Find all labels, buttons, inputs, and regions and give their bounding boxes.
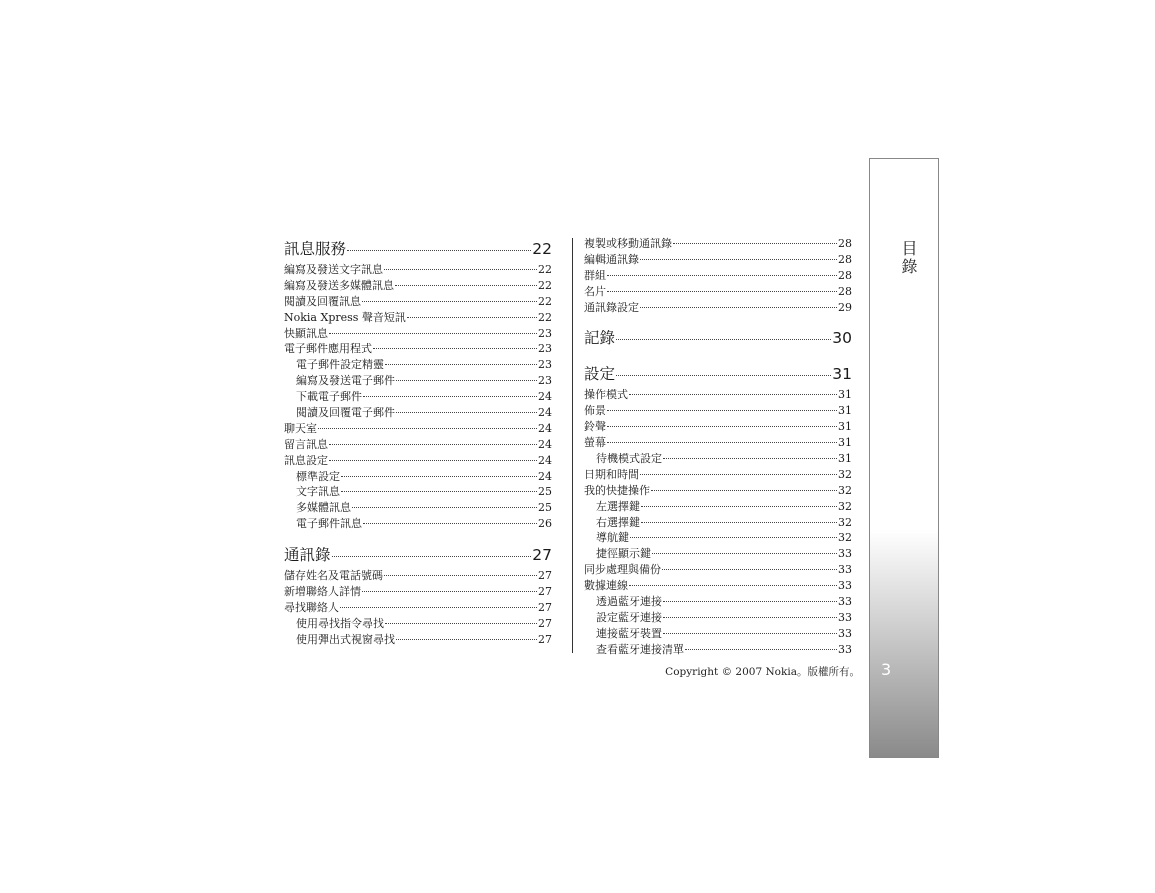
toc-entry[interactable] [584, 546, 852, 562]
toc-entry[interactable] [284, 516, 552, 532]
toc-entry-page: 23 [538, 326, 552, 340]
dot-leader [332, 555, 532, 557]
toc-entry-label: 複製或移動通訊錄 [584, 237, 672, 250]
toc-entry-label: 編寫及發送多媒體訊息 [284, 278, 394, 292]
toc-entry-label: 鈴聲 [584, 420, 606, 434]
dot-leader [673, 242, 837, 244]
toc-entry[interactable] [284, 469, 552, 485]
dot-leader [340, 606, 537, 608]
toc-entry-page: 33 [838, 563, 852, 577]
toc-entry-page: 32 [838, 499, 852, 513]
dot-leader [329, 459, 537, 461]
side-tab-title: 目錄 [899, 240, 918, 276]
toc-entry-page: 31 [838, 388, 852, 402]
dot-leader [640, 306, 837, 308]
toc-entry[interactable] [284, 357, 552, 373]
toc-entry-page: 27 [538, 616, 552, 630]
toc-entry[interactable] [584, 300, 852, 316]
toc-right-column [584, 236, 852, 658]
toc-entry[interactable] [284, 262, 552, 278]
toc-entry-page: 25 [538, 501, 552, 515]
dot-leader [663, 457, 837, 459]
dot-leader [607, 290, 837, 292]
dot-leader [651, 489, 837, 491]
toc-entry-label: 群組 [584, 268, 606, 282]
dot-leader [329, 332, 537, 334]
toc-section[interactable] [584, 361, 852, 387]
toc-entry-page: 33 [838, 642, 852, 656]
toc-entry[interactable] [284, 421, 552, 437]
toc-section[interactable] [584, 325, 852, 351]
toc-entry-label: 編輯通訊錄 [584, 252, 639, 266]
toc-entry-page: 31 [838, 436, 852, 450]
dot-leader [685, 648, 837, 650]
toc-entry[interactable] [284, 616, 552, 632]
toc-entry[interactable] [584, 252, 852, 268]
toc-entry[interactable] [584, 562, 852, 578]
toc-entry[interactable] [284, 326, 552, 342]
toc-entry[interactable] [584, 236, 852, 252]
toc-entry[interactable] [284, 484, 552, 500]
dot-leader [384, 268, 537, 270]
dot-leader [385, 622, 537, 624]
toc-entry-page: 23 [538, 358, 552, 372]
dot-leader [629, 393, 837, 395]
toc-entry[interactable] [284, 373, 552, 389]
toc-entry-label: 同步處理與備份 [584, 563, 661, 577]
toc-entry-label: 新增聯絡人詳情 [284, 585, 361, 599]
toc-entry-label: 螢幕 [584, 436, 606, 450]
dot-leader [662, 568, 837, 570]
toc-entry-page: 27 [532, 546, 552, 565]
toc-entry-page: 24 [538, 453, 552, 467]
dot-leader [607, 441, 837, 443]
toc-entry[interactable] [284, 584, 552, 600]
toc-entry-page: 24 [538, 406, 552, 420]
toc-entry-label: 左選擇鍵 [596, 499, 640, 513]
toc-entry-page: 31 [838, 420, 852, 434]
dot-leader [341, 475, 537, 477]
dot-leader [396, 411, 537, 413]
toc-section[interactable] [284, 542, 552, 568]
toc-entry[interactable] [284, 600, 552, 616]
dot-leader [407, 316, 537, 318]
toc-entry-label: 設定藍牙連接 [596, 610, 662, 624]
toc-entry-label: 右選擇鍵 [596, 515, 640, 529]
toc-entry[interactable] [584, 268, 852, 284]
toc-entry-page: 30 [832, 329, 852, 348]
dot-leader [630, 536, 837, 538]
toc-entry[interactable] [584, 284, 852, 300]
dot-leader [641, 521, 837, 523]
toc-entry-label: 使用彈出式視窗尋找 [296, 632, 395, 646]
toc-entry[interactable] [584, 451, 852, 467]
dot-leader [640, 258, 837, 260]
toc-entry-label: 記錄 [584, 329, 616, 348]
toc-entry[interactable] [584, 594, 852, 610]
dot-leader [616, 338, 831, 340]
copyright-notice: Copyright © 2007 Nokia。版權所有。 [665, 666, 860, 678]
dot-leader [347, 249, 531, 251]
toc-entry-page: 31 [838, 404, 852, 418]
toc-entry[interactable] [584, 578, 852, 594]
dot-leader [363, 395, 537, 397]
toc-entry[interactable] [284, 568, 552, 584]
toc-entry-page: 33 [838, 610, 852, 624]
dot-leader [396, 638, 537, 640]
dot-leader [363, 522, 537, 524]
toc-entry[interactable] [284, 310, 552, 326]
toc-entry[interactable] [284, 500, 552, 516]
toc-entry-label: 訊息設定 [284, 453, 328, 467]
toc-entry-label: 操作模式 [584, 388, 628, 402]
toc-entry-label: 儲存姓名及電話號碼 [284, 569, 383, 583]
toc-entry[interactable] [284, 278, 552, 294]
toc-entry-label: 閱讀及回覆電子郵件 [296, 406, 395, 420]
toc-entry-page: 32 [838, 467, 852, 481]
toc-entry-page: 27 [538, 632, 552, 646]
toc-entry-page: 28 [838, 252, 852, 266]
toc-entry-page: 27 [538, 585, 552, 599]
dot-leader [663, 632, 837, 634]
toc-entry-page: 32 [838, 483, 852, 497]
toc-entry-label: 數據連線 [584, 579, 628, 593]
toc-entry-label: 編寫及發送電子郵件 [296, 374, 395, 388]
dot-leader [641, 505, 837, 507]
toc-entry-page: 24 [538, 421, 552, 435]
toc-entry-page: 22 [538, 294, 552, 308]
toc-entry-page: 28 [838, 284, 852, 298]
dot-leader [652, 552, 837, 554]
toc-entry-page: 25 [538, 485, 552, 499]
toc-entry-label: 電子郵件設定精靈 [296, 358, 384, 372]
toc-entry[interactable] [284, 437, 552, 453]
toc-entry-page: 22 [538, 310, 552, 324]
toc-entry-page: 27 [538, 600, 552, 614]
toc-entry[interactable] [584, 387, 852, 403]
toc-entry[interactable] [584, 626, 852, 642]
toc-entry-label: 名片 [584, 284, 606, 298]
toc-entry-page: 24 [538, 437, 552, 451]
dot-leader [384, 574, 537, 576]
toc-entry-label: 透過藍牙連接 [596, 595, 662, 609]
toc-entry[interactable] [284, 453, 552, 469]
column-divider [572, 238, 573, 653]
toc-left-column [284, 236, 552, 648]
toc-entry-label: Nokia Xpress 聲音短訊 [284, 310, 406, 324]
dot-leader [663, 616, 837, 618]
toc-entry-page: 32 [838, 531, 852, 545]
toc-section[interactable] [284, 236, 552, 262]
dot-leader [373, 347, 537, 349]
toc-entry-page: 33 [838, 547, 852, 561]
toc-entry-page: 28 [838, 237, 852, 250]
toc-entry-page: 24 [538, 390, 552, 404]
dot-leader [318, 427, 537, 429]
toc-entry-label: 捷徑顯示鍵 [596, 547, 651, 561]
toc-entry-page: 23 [538, 374, 552, 388]
dot-leader [607, 425, 837, 427]
toc-entry-label: 留言訊息 [284, 437, 328, 451]
toc-entry-page: 26 [538, 517, 552, 531]
toc-entry[interactable] [584, 530, 852, 546]
toc-entry-label: 編寫及發送文字訊息 [284, 263, 383, 276]
toc-entry-page: 22 [538, 278, 552, 292]
toc-entry-label: 閱讀及回覆訊息 [284, 294, 361, 308]
toc-entry-label: 訊息服務 [284, 240, 347, 258]
dot-leader [629, 584, 837, 586]
dot-leader [341, 490, 537, 492]
dot-leader [616, 374, 831, 376]
toc-entry-page: 22 [532, 240, 552, 258]
dot-leader [607, 409, 837, 411]
toc-entry-label: 設定 [584, 365, 616, 384]
toc-entry-page: 29 [838, 300, 852, 314]
toc-entry-label: 導航鍵 [596, 531, 629, 545]
toc-entry-label: 我的快捷操作 [584, 483, 650, 497]
toc-entry-label: 快顯訊息 [284, 326, 328, 340]
toc-entry-label: 電子郵件訊息 [296, 517, 362, 531]
toc-entry-label: 電子郵件應用程式 [284, 342, 372, 356]
toc-entry-page: 28 [838, 268, 852, 282]
toc-entry[interactable] [284, 341, 552, 357]
dot-leader [352, 506, 537, 508]
toc-entry[interactable] [584, 610, 852, 626]
toc-entry-label: 文字訊息 [296, 485, 340, 499]
dot-leader [362, 590, 537, 592]
toc-entry-page: 33 [838, 626, 852, 640]
toc-entry-label: 佈景 [584, 404, 606, 418]
toc-entry-label: 下載電子郵件 [296, 390, 362, 404]
toc-entry-label: 連接藍牙裝置 [596, 626, 662, 640]
toc-entry-label: 待機模式設定 [596, 452, 662, 466]
toc-entry[interactable] [584, 435, 852, 451]
toc-entry-page: 31 [832, 365, 852, 384]
toc-entry[interactable] [584, 419, 852, 435]
toc-entry-label: 聊天室 [284, 421, 317, 435]
dot-leader [607, 274, 837, 276]
toc-entry-label: 標準設定 [296, 469, 340, 483]
toc-entry[interactable] [584, 499, 852, 515]
page-number: 3 [881, 660, 892, 679]
toc-entry[interactable] [584, 515, 852, 531]
toc-entry-label: 日期和時間 [584, 467, 639, 481]
dot-leader [329, 443, 537, 445]
toc-entry-label: 通訊錄 [284, 546, 331, 565]
toc-entry-page: 24 [538, 469, 552, 483]
toc-entry-page: 31 [838, 452, 852, 466]
toc-entry-label: 使用尋找指令尋找 [296, 616, 384, 630]
dot-leader [640, 473, 837, 475]
toc-entry[interactable] [284, 294, 552, 310]
dot-leader [362, 300, 537, 302]
toc-entry-page: 22 [538, 263, 552, 276]
toc-entry-page: 32 [838, 515, 852, 529]
toc-entry-page: 33 [838, 595, 852, 609]
toc-entry-label: 查看藍牙連接清單 [596, 642, 684, 656]
toc-entry[interactable] [584, 642, 852, 658]
toc-entry-page: 33 [838, 579, 852, 593]
dot-leader [395, 284, 537, 286]
toc-entry-label: 尋找聯絡人 [284, 600, 339, 614]
toc-entry-label: 多媒體訊息 [296, 501, 351, 515]
toc-entry-label: 通訊錄設定 [584, 300, 639, 314]
dot-leader [385, 363, 537, 365]
dot-leader [396, 379, 537, 381]
dot-leader [663, 600, 837, 602]
toc-entry-page: 27 [538, 569, 552, 583]
toc-entry[interactable] [284, 405, 552, 421]
toc-entry[interactable] [584, 483, 852, 499]
toc-entry-page: 23 [538, 342, 552, 356]
toc-entry[interactable] [284, 632, 552, 648]
toc-entry[interactable] [584, 403, 852, 419]
toc-entry[interactable] [284, 389, 552, 405]
toc-entry[interactable] [584, 467, 852, 483]
